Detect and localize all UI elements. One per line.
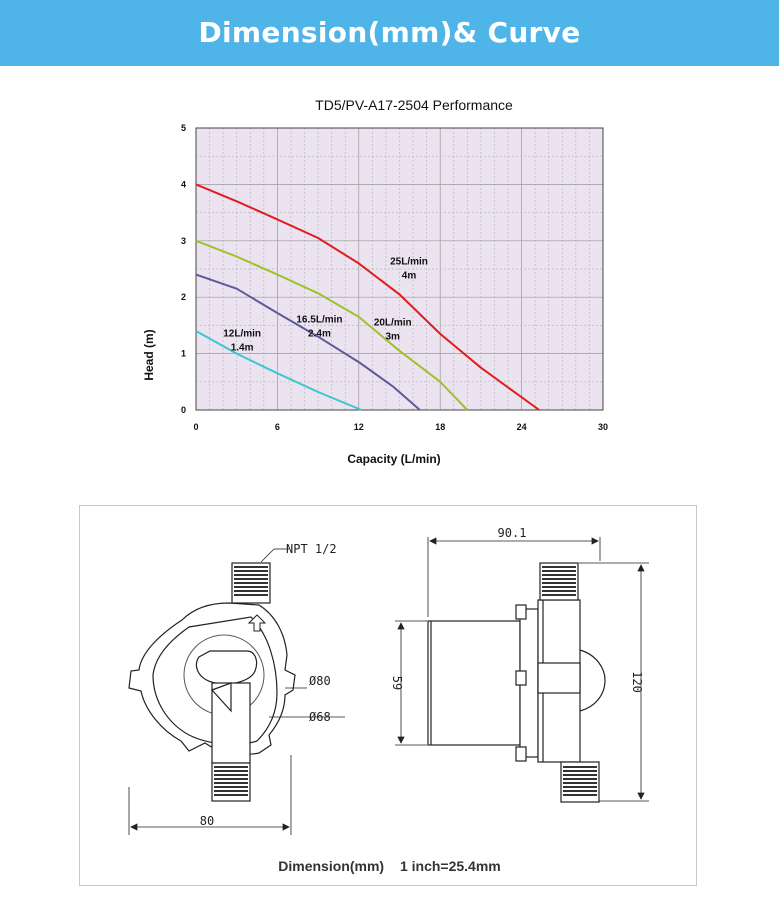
y-tick-label: 3 [180,235,186,246]
y-tick-label: 4 [180,179,186,190]
width-90-label: 90.1 [497,526,527,540]
inlet-eye [196,651,256,684]
caption-dimension-unit: Dimension(mm) [278,858,385,874]
series-label: 12L/min [223,328,262,340]
x-tick-label: 12 [353,422,364,432]
banner-title: Dimension(mm)& Curve [198,16,581,49]
x-tick-label: 30 [597,422,609,432]
chart-title: TD5/PV-A17-2504 Performance [315,97,513,113]
dimension-caption [0,858,779,874]
npt-label: NPT 1/2 [286,542,337,556]
series-label: 25L/min [390,256,428,268]
side-view [428,563,605,802]
x-tick-label: 6 [274,422,280,432]
performance-chart [0,80,779,480]
height-59-label: 59 [390,675,404,691]
series-sublabel: 3m [385,331,400,343]
series-sublabel: 4m [401,270,417,282]
diameter-80-label: Ø80 [309,674,331,688]
x-tick-label: 0 [193,422,199,432]
front-view [129,563,295,801]
series-label: 20L/min [373,317,412,329]
motor-can [428,621,520,745]
inlet-bulge [580,650,605,711]
x-tick-label: 24 [516,422,527,432]
height-120-label: 120 [630,671,644,693]
y-tick-label: 1 [180,348,186,359]
y-tick-label: 5 [180,123,186,133]
x-axis-label: Capacity (L/min) [347,452,441,466]
x-tick-label: 18 [435,422,446,432]
y-tick-label: 2 [180,292,186,303]
caption-inch-conversion: 1 inch=25.4mm [399,858,501,874]
series-label: 16.5L/min [296,314,343,326]
series-sublabel: 2.4m [308,328,331,340]
width-80-label: 80 [199,814,215,828]
diameter-68-label: Ø68 [309,710,331,724]
dimension-drawing [79,505,697,886]
series-sublabel: 1.4m [230,342,254,354]
y-axis-label: Head (m) [142,329,156,381]
y-tick-label: 0 [180,405,186,415]
